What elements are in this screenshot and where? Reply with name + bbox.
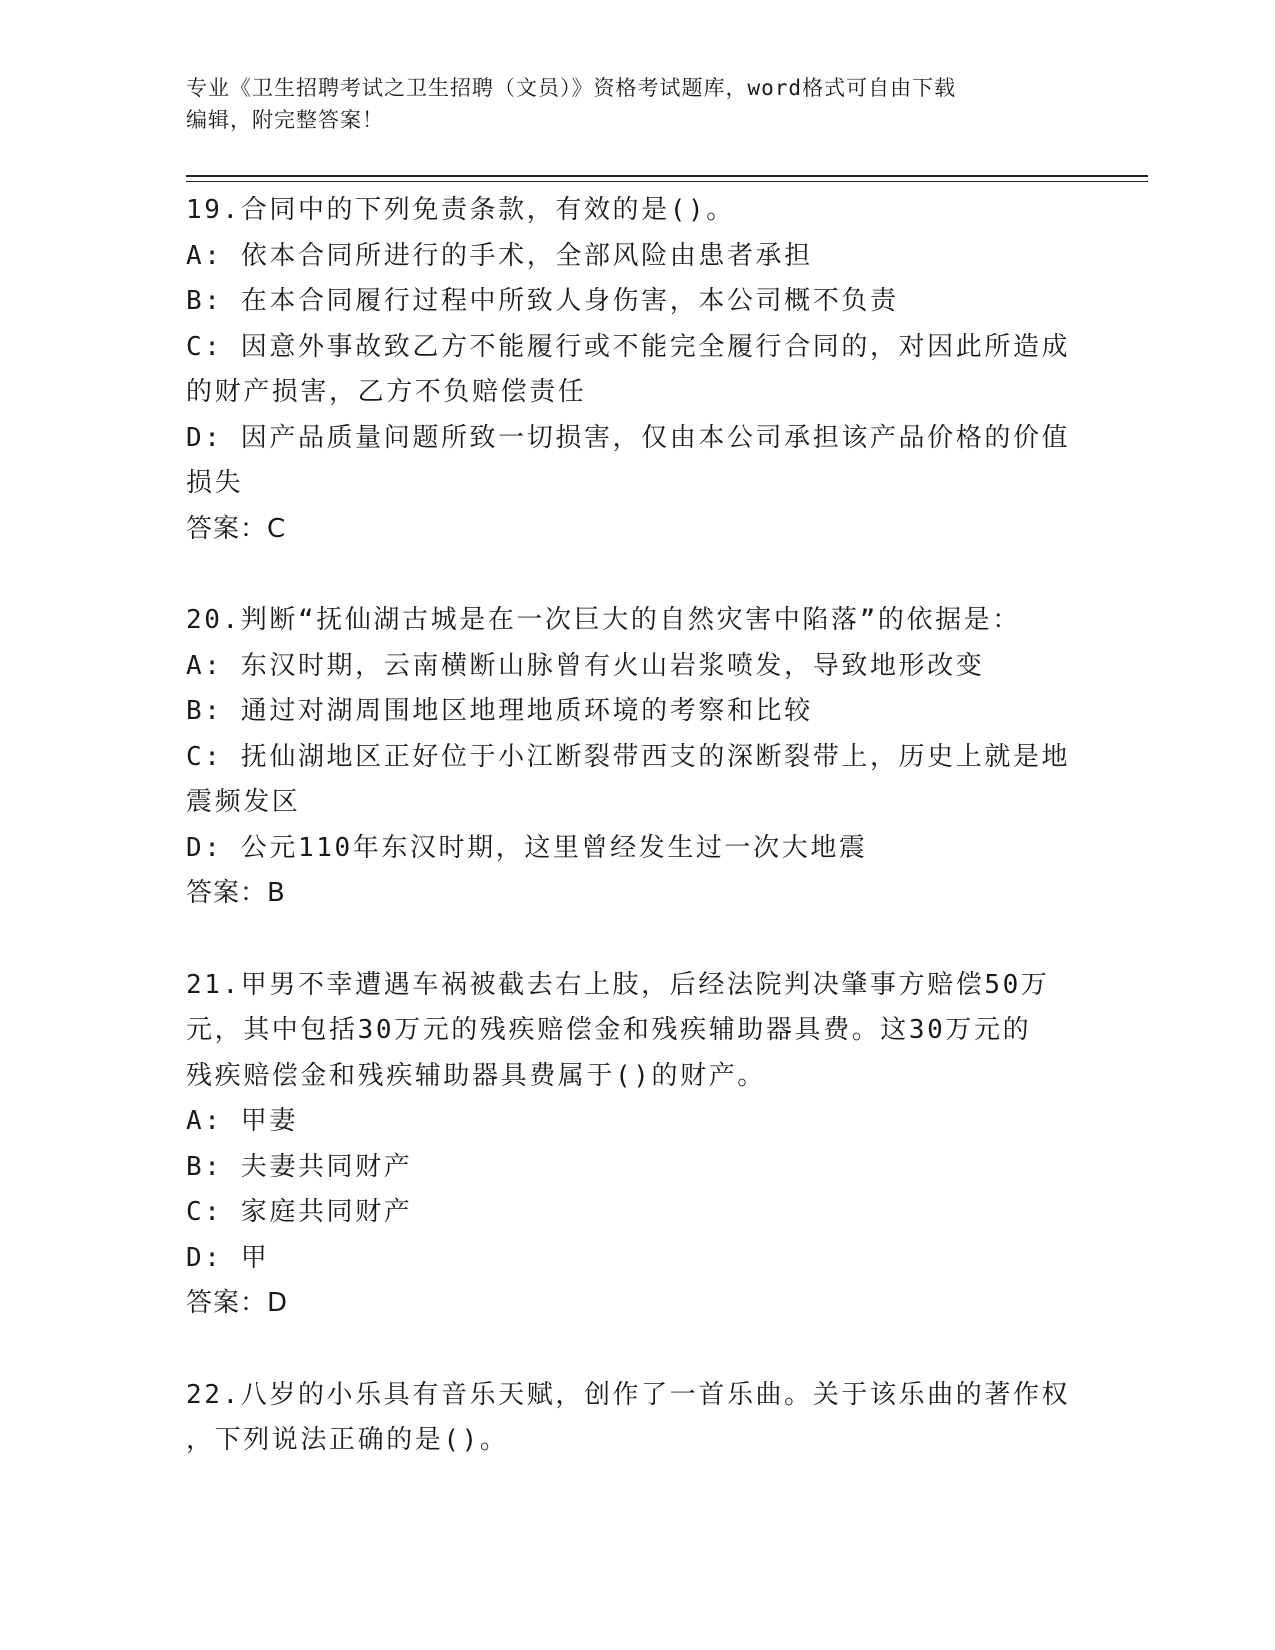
question-list (186, 188, 1086, 1464)
header-divider (186, 175, 1148, 177)
option-b: B: 夫妻共同财产 (186, 1151, 413, 1182)
option-d-continued: 损失 (186, 468, 244, 498)
option-d: D: 公元110年东汉时期，这里曾经发生过一次大地震 (186, 832, 868, 863)
header-line: 专业《卫生招聘考试之卫生招聘（文员）》资格考试题库，word格式可自由下载 (186, 76, 957, 100)
answer: 答案：C (186, 513, 287, 544)
option-a: A: 依本合同所进行的手术，全部风险由患者承担 (186, 240, 813, 271)
answer: 答案：D (186, 1288, 289, 1318)
header-line: 编辑，附完整答案！ (186, 108, 384, 132)
question-stem: 22.八岁的小乐具有音乐天赋，创作了一首乐曲。关于该乐曲的著作权 (186, 1379, 1071, 1410)
page-header (186, 72, 1086, 136)
option-b: B: 在本合同履行过程中所致人身伤害，本公司概不负责 (186, 286, 899, 316)
option-d: D: 因产品质量问题所致一切损害，仅由本公司承担该产品价格的价值 (186, 422, 1071, 453)
option-c-continued: 的财产损害，乙方不负赔偿责任 (186, 377, 587, 407)
question-stem-continued: 残疾赔偿金和残疾辅助器具费属于()的财产。 (186, 1060, 766, 1091)
question-20 (186, 598, 1086, 917)
question-stem: 19.合同中的下列免责条款，有效的是()。 (186, 195, 735, 225)
question-stem: 21.甲男不幸遭遇车祸被截去右上肢，后经法院判决肇事方赔偿50万 (186, 969, 1050, 1000)
question-stem: 20.判断“抚仙湖古城是在一次巨大的自然灾害中陷落”的依据是： (186, 605, 1021, 635)
option-c: C: 因意外事故致乙方不能履行或不能完全履行合同的，对因此所造成 (186, 331, 1071, 362)
question-stem-continued: ，下列说法正确的是()。 (186, 1425, 509, 1455)
option-b: B: 通过对湖周围地区地理地质环境的考察和比较 (186, 696, 813, 726)
option-c-continued: 震频发区 (186, 787, 301, 817)
question-19 (186, 188, 1086, 552)
question-stem-continued: 元，其中包括30万元的残疾赔偿金和残疾辅助器具费。这30万元的 (186, 1015, 1032, 1045)
option-c: C: 家庭共同财产 (186, 1197, 413, 1227)
option-d: D: 甲 (186, 1242, 270, 1273)
option-a: A: 东汉时期，云南横断山脉曾有火山岩浆喷发，导致地形改变 (186, 650, 985, 681)
option-c: C: 抚仙湖地区正好位于小江断裂带西支的深断裂带上，历史上就是地 (186, 741, 1071, 772)
header-divider-thin (186, 181, 1148, 182)
question-22 (186, 1373, 1086, 1464)
option-a: A: 甲妻 (186, 1106, 298, 1136)
answer: 答案：B (186, 878, 286, 908)
question-21 (186, 963, 1086, 1327)
